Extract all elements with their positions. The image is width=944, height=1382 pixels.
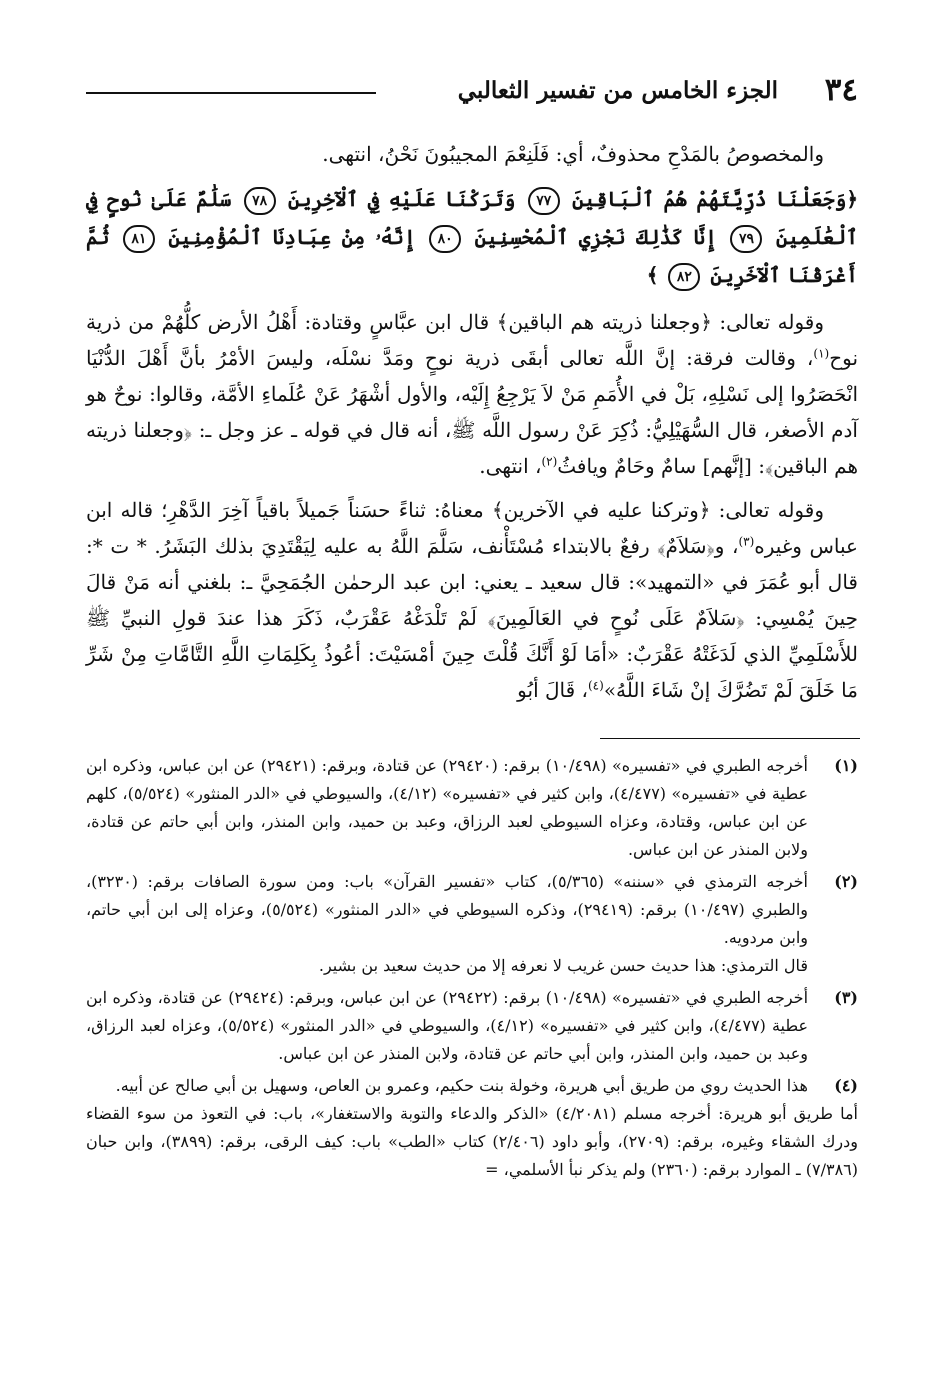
footnote-text: أخرجه الطبري في «تفسيره» (١٠/٤٩٨) برقم: (٢٩٤٢٢) عن ابن عباس، وبرقم: (٢٩٤٢٤) عن قتادة، وذكره ابن عطية (٤/٤٧٧)، وابن كثير في «تفسيره» (٤/١٢)، والسيوطي في «الدر المنثور» (٥/٥٢٤)، وعزاه لعبد الرزاق، وعبد بن حميد، وابن المنذر، وابن أبي حاتم عن قتادة، ولابن المنذر عن ابن عباس. [86, 988, 809, 1063]
verse-number-marker: ٧٨ [244, 187, 276, 215]
paragraph: والمخصوصُ بالمَدْحِ محذوفٌ، أي: فَلَنِعْمَ المجيبُونَ نَحْنُ، انتهى. [322, 142, 824, 166]
text-run: وقوله تعالى: ﴿وتركنا عليه في الآخرين﴾ معناهُ: ثناءً حسَناً جَميلاً باقياً آخِرَ الدَّهْرِ؛ قاله ابن عباس وغيره [86, 498, 858, 558]
paragraph [86, 492, 858, 708]
verse-bracket: ﴾ [646, 263, 659, 287]
footnotes [86, 752, 858, 1188]
footnote-note: قال الترمذي: هذا حديث حسن غريب لا نعرفه إلا من حديث سعيد بن بشير. [318, 956, 808, 975]
page-title: الجزء الخامس من تفسير الثعالبي [457, 77, 778, 104]
verse-text: سَلَٰمٌ عَلَىٰ نُوحٍ فِي ٱلْعَٰلَمِينَ [86, 187, 858, 249]
footnote-ref[interactable]: (٢) [541, 454, 558, 469]
text-run: ، انتهى. [479, 454, 542, 478]
verse-text: إِنَّا كَذَٰلِكَ نَجْزِي ٱلْمُحْسِنِينَ [474, 225, 717, 249]
paragraph [86, 304, 858, 484]
footnote [86, 984, 858, 1068]
running-header [86, 72, 858, 112]
quran-verses [86, 180, 858, 294]
footnote-number: (٢) [834, 872, 858, 891]
footnote [86, 868, 858, 980]
text-run: ، وقالت فرقة: إنَّ اللَّه تعالى أبقَى ذرية نوحٍ ومَدَّ نسْلَه، وليسَ الأمْرُ بأنَّ أَهْلَ الدُّنْيَا انْحَصَرُوا إلى نَسْلِهِ، بَلْ في الأُمَمِ مَنْ لاَ يَرْجِعُ إِلَيْه، والأول أشْهَرُ عَنْ عُلَماءِ الأمَّة، وقالوا: نوحٌ هو آدم الأصغر، قال السُّهَيْلِيُّ: ذُكِرَ عَنْ رسول اللَّه ﷺ، أنه قال في قوله ـ عز وجل ـ: ﴿وجعلنا ذريته هم الباقين﴾: [إنَّهم] سامٌ وحَامٌ ويافثُ [86, 346, 858, 478]
verse-text: ﴿وَجَعَلْنَا ذُرِّيَّتَهُمْ هُمُ ٱلْبَاقِينَ [572, 187, 859, 211]
verse-number-marker: ٧٩ [730, 225, 762, 253]
text-run: وقوله تعالى: ﴿وجعلنا ذريته هم الباقين﴾ قال ابن عبَّاسٍ وقتادة: أَهْلُ الأرض كلُّهُمْ من ذرية نوح [86, 310, 859, 370]
footnote-number: (٤) [834, 1076, 858, 1095]
verse-text: ثُمَّ أَغْرَقْنَا ٱلْآخَرِينَ [86, 225, 858, 287]
text-run: ، و﴿سَلاَمٌ﴾ رفعٌ بالابتداء مُسْتَأْنف، سَلَّمَ اللَّهُ به عليه لِيَقْتَدِيَ بذلك البَشَرُ. * ت *: قال أبو عُمَرَ في «التمهيد»: قال سعيد ـ يعني: ابن عبد الرحمٰن الجُمَحِيَّ ـ: بلغني أنه مَنْ قالَ حِينَ يُمْسِي: ﴿سَلاَمٌ عَلَى نُوحٍ في العَالَمِينَ﴾ لَمْ تَلْدَغْهُ عَقْرَبٌ، ذَكَرَ هذا عندَ قولِ النبيِّ ﷺ للأَسْلَمِيِّ الذي لَدَغَتْهُ عَقْرَبٌ: «أمَا لَوْ أَنَّكَ قُلْتَ حِينَ أمْسَيْتَ: أعُوذُ بِكَلِمَاتِ اللَّهِ التَّامَّاتِ مِنْ شَرِّ مَا خَلَقَ لَمْ تَضُرَّكَ إنْ شَاءَ اللَّهُ» [86, 534, 858, 702]
verse-number-marker: ٨١ [123, 225, 155, 253]
footnote [86, 752, 858, 864]
footnote-text: أخرجه الطبري في «تفسيره» (١٠/٤٩٨) برقم: (٢٩٤٢٠) عن قتادة، وبرقم: (٢٩٤٢١) عن ابن عباس، وذكره ابن عطية في «تفسيره» (٤/٤٧٧)، وابن كثير في «تفسيره» (٤/١٢)، والسيوطي في «الدر المنثور» (٥/٥٢٤)، كلهم عن ابن عباس، وقتادة، وعزاه السيوطي لعبد الرزاق، وعبد بن حميد، وابن المنذر، وابن أبي حاتم عن قتادة، ولابن المنذر عن ابن عباس. [86, 756, 809, 859]
verse-number-marker: ٧٧ [528, 187, 560, 215]
footnote-ref[interactable]: (٤) [587, 678, 604, 693]
footnote-ref[interactable]: (٣) [738, 534, 755, 549]
footnote-number: (١) [834, 756, 858, 775]
header-rule [86, 92, 376, 94]
footnote-number: (٣) [834, 988, 858, 1007]
text-run: ، قَالَ أبُو [517, 678, 588, 702]
footnote-ref[interactable]: (١) [813, 346, 830, 361]
verse-text: وَتَرَكْنَا عَلَيْهِ فِي ٱلْآخِرِينَ [288, 187, 516, 211]
verse-number-marker: ٨٠ [429, 225, 461, 253]
footnote-note: أما طريق أبو هريرة: أخرجه مسلم (٤/٢٠٨١) «الذكر والدعاء والتوبة والاستغفار»، باب: في التعوذ من سوء القضاء ودرك الشقاء وغيره، برقم: (٢٧٠٩)، وأبو داود (٢/٤٠٦) كتاب «الطب» باب: كيف الرقى، برقم: (٣٨٩٩)، وابن حبان (٧/٣٨٦) ـ الموارد برقم: (٢٣٦٠) ولم يذكر نبأ الأسلمي، = [86, 1104, 858, 1179]
footnote-text: هذا الحديث روي من طريق أبي هريرة، وخولة بنت حكيم، وعمرو بن العاص، وسهيل بن أبي صالح عن أبيه. [115, 1076, 808, 1095]
footnote [86, 1072, 858, 1184]
main-text [86, 136, 858, 716]
footnote-rule [600, 738, 860, 739]
footnote-text: أخرجه الترمذي في «سننه» (٥/٣٦٥)، كتاب «تفسير القرآن» باب: ومن سورة الصافات برقم: (٣٢٣٠)، والطبري (١٠/٤٩٧) برقم: (٢٩٤١٩)، وذكره السيوطي في «الدر المنثور» (٥/٥٢٤)، وعزاه إلى ابن أبي حاتم، وابن مردويه. [86, 872, 809, 947]
verse-number-marker: ٨٢ [668, 263, 700, 291]
page-number: ٣٤ [824, 72, 858, 108]
verse-text: إِنَّهُۥ مِنْ عِبَادِنَا ٱلْمُؤْمِنِينَ [168, 225, 416, 249]
